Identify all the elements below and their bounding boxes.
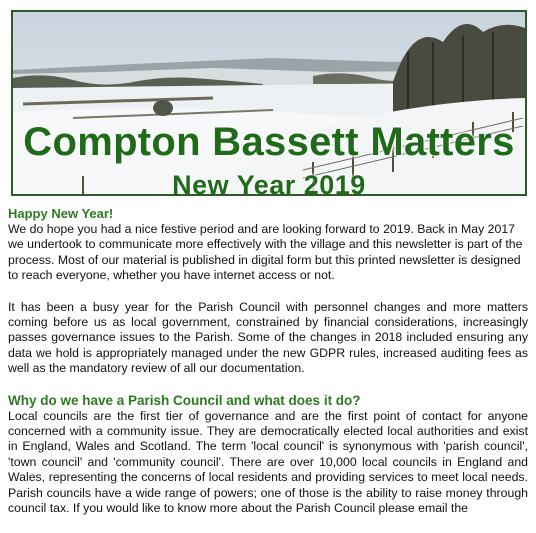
snowy-landscape-photo	[13, 12, 525, 194]
newsletter-body	[8, 206, 528, 533]
newsletter-title: Compton Bassett Matters	[23, 120, 515, 164]
paragraph-busy-year: It has been a busy year for the Parish Council with personnel changes and more matters coming before us as local government, constrained by financial considerations, increasingly passes governance issues to the Parish. Some of the changes in 2018 included ensuring any data we hold is appropriately managed under the new GDPR rules, increased auditing fees as well as the mandatory review of all our documentation.	[8, 299, 528, 376]
newsletter-subtitle: New Year 2019	[172, 170, 366, 196]
header-banner	[11, 10, 527, 196]
section-heading-parish-council: Why do we have a Parish Council and what does it do?	[8, 392, 361, 408]
paragraph-parish-council: Local councils are the first tier of governance and are the first point of contact for anyone concerned with a community issue. They are democratically elected local authorities and exist in England, Wales and Scotland. The term 'local council' is synonymous with 'parish council', 'town council' and 'community council'. There are over 10,000 local councils in England and Wales, representing the concerns of local residents and providing services to meet local needs. Parish councils have a wide range of powers; one of those is the ability to raise money through council tax. If you would like to know more about the Parish Council please email the	[8, 408, 528, 516]
paragraph-intro: We do hope you had a nice festive period and are looking forward to 2019. Back in May 2017 we undertook to communicate more effectively with the village and this newsletter is part of the process. Most of our material is published in digital form but this printed newsletter is designed to reach everyone, whether you have internet access or not.	[8, 222, 523, 283]
section-heading-new-year: Happy New Year!	[8, 206, 114, 221]
